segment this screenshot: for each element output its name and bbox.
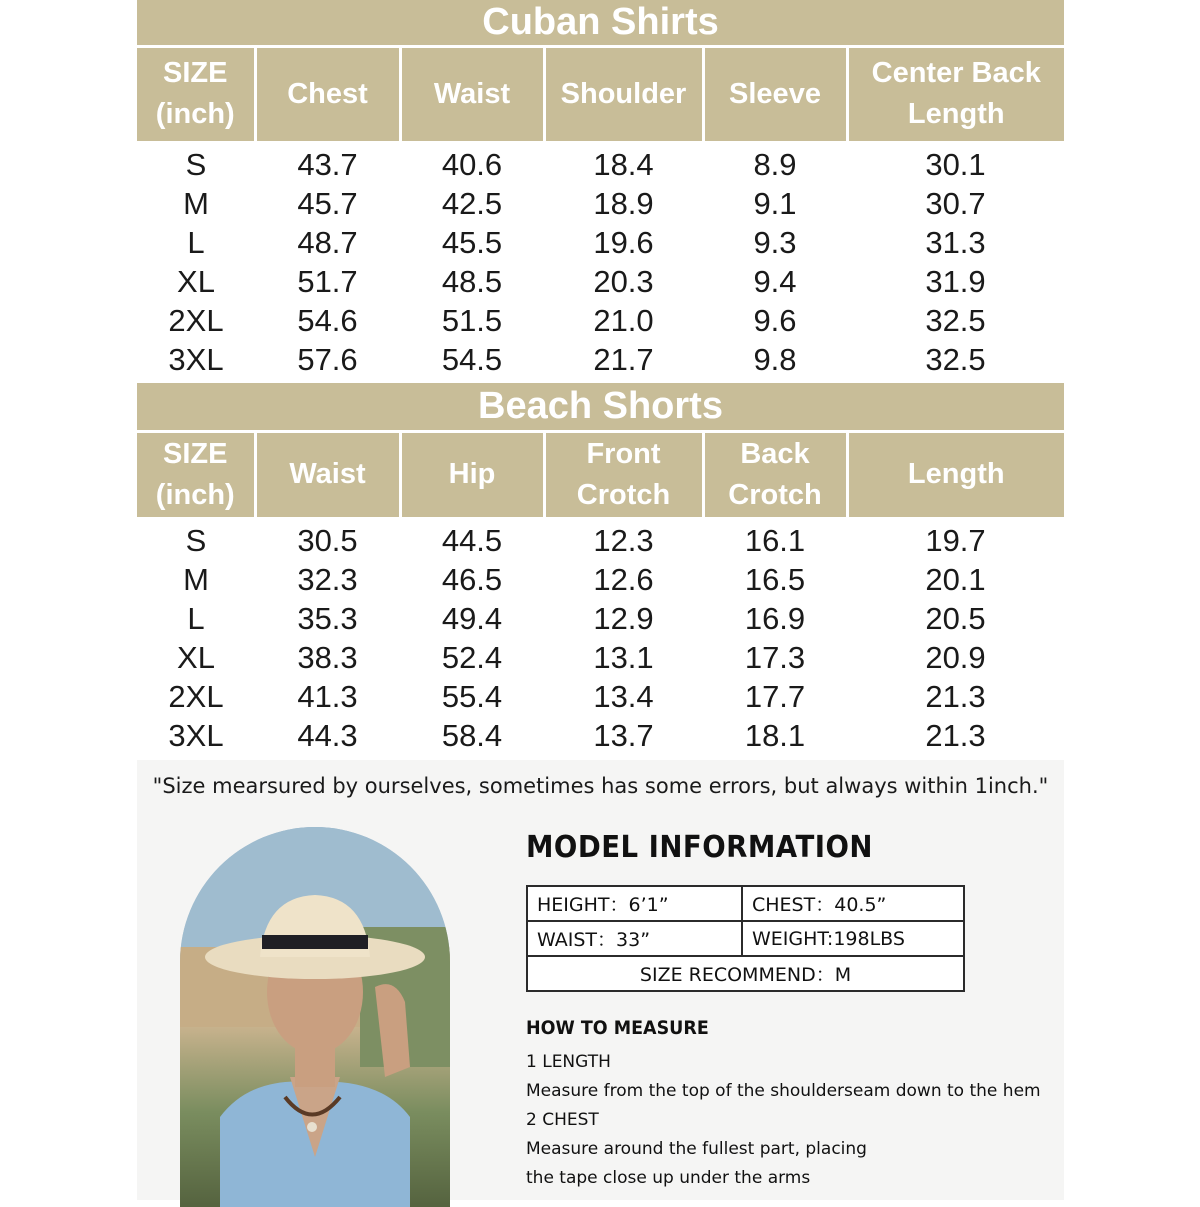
how-to-measure-list [526, 1048, 1041, 1193]
table-cell: 40.6 [441, 146, 503, 182]
shirts-header-waist: Waist [400, 47, 544, 141]
shirts-header-length: Center Back Length [847, 47, 1064, 141]
table-cell: 18.4 [593, 146, 654, 182]
table-cell: 20.5 [925, 601, 986, 636]
table-cell: 45.7 [297, 185, 358, 221]
table-cell: 13.4 [593, 679, 654, 714]
table-row [137, 141, 1064, 184]
table-cell: 30.5 [297, 523, 358, 558]
table-cell: 21.3 [925, 718, 986, 753]
table-cell: 12.3 [593, 523, 654, 558]
table-cell: 9.1 [753, 185, 797, 221]
table-cell: 20.9 [925, 640, 986, 675]
table-cell: 44.5 [441, 523, 503, 558]
size-chart [137, 0, 1064, 755]
table-cell: 2XL [168, 679, 224, 714]
shirts-table [137, 45, 1064, 379]
table-cell: 9.6 [753, 302, 797, 338]
model-panel [137, 812, 1064, 1200]
table-row [137, 184, 1064, 223]
table-row [137, 262, 1064, 301]
size-recommend: SIZE RECOMMEND：M [527, 956, 964, 991]
table-cell: 18.1 [744, 718, 806, 753]
table-cell: 17.3 [744, 640, 806, 675]
table-cell: 17.7 [744, 679, 806, 714]
table-cell: 58.4 [441, 718, 503, 753]
table-cell: 32.5 [925, 341, 986, 377]
table-cell: 16.1 [744, 523, 806, 558]
table-cell: 48.5 [441, 263, 503, 299]
shirts-header-shoulder: Shoulder [544, 47, 703, 141]
table-row [137, 517, 1064, 560]
table-cell: 44.3 [297, 718, 358, 753]
table-cell: 35.3 [297, 601, 358, 636]
table-cell: 2XL [168, 302, 224, 338]
table-cell: 21.3 [925, 679, 986, 714]
table-cell: 30.1 [925, 146, 986, 182]
list-item: 2 CHEST [526, 1110, 599, 1130]
table-cell: 52.4 [441, 640, 503, 675]
shirts-header-size: SIZE (inch) [137, 47, 255, 141]
model-photo [180, 827, 450, 1207]
table-cell: M [183, 562, 209, 597]
table-cell: 46.5 [441, 562, 503, 597]
list-item: the tape close up under the arms [526, 1168, 811, 1188]
table-cell: 32.5 [925, 302, 986, 338]
table-cell: 3XL [168, 718, 224, 753]
table-cell: 43.7 [297, 146, 358, 182]
shorts-title: Beach Shorts [137, 383, 1064, 430]
table-cell: 20.3 [593, 263, 654, 299]
list-item: Measure around the fullest part, placing [526, 1139, 867, 1159]
table-cell: 21.7 [593, 341, 654, 377]
table-row [527, 956, 964, 991]
shorts-table [137, 430, 1064, 756]
model-info-table [526, 885, 965, 992]
table-cell: 9.8 [753, 341, 797, 377]
shorts-header-back-crotch: Back Crotch [703, 431, 847, 517]
shirts-header-chest: Chest [255, 47, 400, 141]
table-cell: 51.7 [297, 263, 358, 299]
table-cell: 49.4 [441, 601, 503, 636]
shirts-header-sleeve: Sleeve [703, 47, 847, 141]
model-weight: WEIGHT:198LBS [742, 921, 964, 956]
model-info-title: MODEL INFORMATION [526, 830, 873, 865]
model-chest: CHEST：40.5” [742, 886, 964, 921]
table-cell: 55.4 [441, 679, 503, 714]
shorts-header-length: Length [847, 431, 1064, 517]
table-cell: 19.7 [925, 523, 986, 558]
table-row [137, 560, 1064, 599]
table-row [137, 340, 1064, 379]
shorts-header-front-crotch: Front Crotch [544, 431, 703, 517]
table-cell: 13.1 [593, 640, 654, 675]
table-cell: 19.6 [593, 224, 654, 260]
table-row [137, 599, 1064, 638]
table-cell: 13.7 [593, 718, 654, 753]
table-row [527, 886, 964, 921]
table-cell: 32.3 [297, 562, 358, 597]
table-cell: S [185, 146, 207, 182]
table-cell: 16.5 [744, 562, 806, 597]
table-cell: 45.5 [441, 224, 503, 260]
table-cell: 42.5 [441, 185, 503, 221]
table-row [137, 638, 1064, 677]
table-cell: 38.3 [297, 640, 358, 675]
list-item: Measure from the top of the shoulderseam down to the hem [526, 1081, 1041, 1101]
shorts-header-waist: Waist [255, 431, 400, 517]
measurement-note: "Size mearsured by ourselves, sometimes has some errors, but always within 1inch." [137, 760, 1064, 812]
table-cell: 20.1 [925, 562, 986, 597]
table-cell: 30.7 [925, 185, 986, 221]
shorts-header-size: SIZE (inch) [137, 431, 255, 517]
table-row [527, 921, 964, 956]
table-cell: 41.3 [297, 679, 358, 714]
table-cell: 21.0 [593, 302, 654, 338]
table-cell: 9.4 [753, 263, 797, 299]
table-cell: XL [177, 640, 215, 675]
table-cell: S [185, 523, 207, 558]
list-item: 1 LENGTH [526, 1052, 611, 1072]
table-row [137, 716, 1064, 755]
table-cell: 8.9 [753, 146, 797, 182]
table-cell: M [183, 185, 209, 221]
table-row [137, 677, 1064, 716]
shirts-title: Cuban Shirts [137, 0, 1064, 45]
table-cell: 12.6 [593, 562, 654, 597]
model-height: HEIGHT：6’1” [527, 886, 742, 921]
table-cell: 16.9 [744, 601, 806, 636]
table-cell: 31.9 [925, 263, 986, 299]
table-cell: 57.6 [297, 341, 358, 377]
table-cell: 48.7 [297, 224, 358, 260]
table-cell: 9.3 [753, 224, 797, 260]
table-cell: 31.3 [925, 224, 986, 260]
table-cell: 54.6 [297, 302, 358, 338]
table-cell: 51.5 [441, 302, 503, 338]
table-cell: L [187, 601, 205, 636]
table-cell: 12.9 [593, 601, 654, 636]
how-to-measure-title: HOW TO MEASURE [526, 1017, 709, 1039]
table-cell: 18.9 [593, 185, 654, 221]
table-row [137, 223, 1064, 262]
shorts-header-row [137, 431, 1064, 517]
table-cell: 54.5 [441, 341, 503, 377]
model-waist: WAIST：33” [527, 921, 742, 956]
table-cell: 3XL [168, 341, 224, 377]
table-cell: L [187, 224, 205, 260]
shorts-header-hip: Hip [400, 431, 544, 517]
table-row [137, 301, 1064, 340]
table-cell: XL [177, 263, 215, 299]
model-illustration [180, 827, 450, 1207]
shirts-header-row [137, 47, 1064, 141]
